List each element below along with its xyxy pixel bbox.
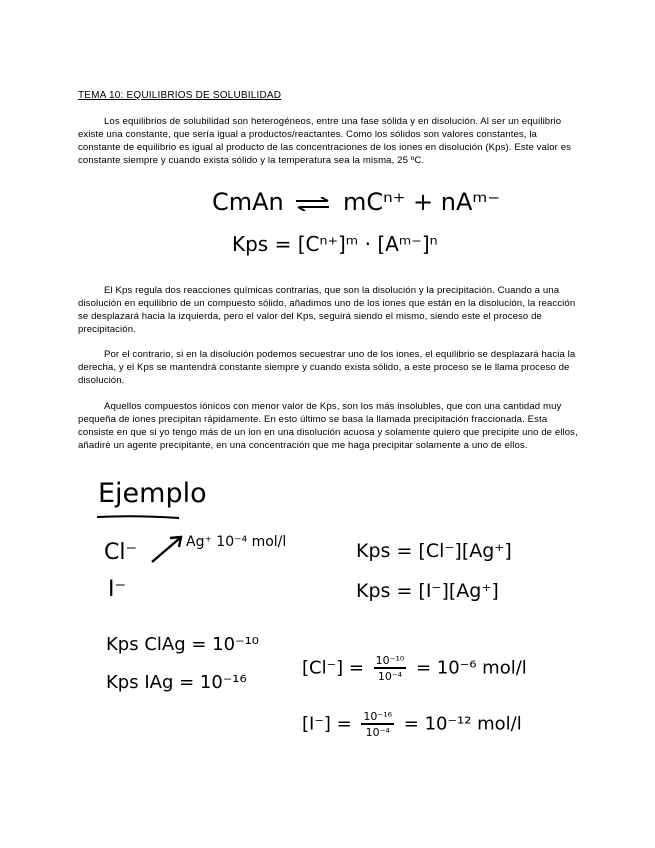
page-title: TEMA 10: EQUILIBRIOS DE SOLUBILIDAD xyxy=(78,90,282,101)
chloride-concentration xyxy=(302,654,527,683)
kps-agi-expression: Kps = [I⁻][Ag⁺] xyxy=(356,580,499,602)
reaction-rhs: mCⁿ⁺ + nAᵐ⁻ xyxy=(343,188,501,216)
kps-formula: Kps = [Cⁿ⁺]ᵐ · [Aᵐ⁻]ⁿ xyxy=(232,232,438,256)
reagent-arrow-icon xyxy=(150,534,184,564)
chloride-fraction xyxy=(374,654,407,683)
chloride-concentration-result: = 10⁻⁶ mol/l xyxy=(416,657,527,679)
reagent-label: Ag⁺ 10⁻⁴ mol/l xyxy=(186,534,287,550)
ion-chloride: Cl⁻ xyxy=(104,540,138,565)
example-heading: Ejemplo xyxy=(98,478,207,509)
paragraph-4: Aquellos compuestos iónicos con menor valor de Kps, son los más insolubles, que con una cantidad muy pequeña de iones precipitan rápidamente. En esto último se basa la llamada precipitación fraccionada. Esta consiste en que si yo tengo más de un ion en una disolución acuosa y solamente quiero que precipite uno de ellos, añadiré un agente precipitante, en una concentración que me haga precipitar solamente a uno de ellos. xyxy=(78,401,578,451)
chloride-concentration-lhs: [Cl⁻] = xyxy=(302,657,364,679)
kps-agi-value: Kps IAg = 10⁻¹⁶ xyxy=(106,672,247,693)
chloride-numerator: 10⁻¹⁰ xyxy=(375,654,405,667)
paragraph-3: Por el contrario, si en la disolución podemos secuestrar uno de los iones, el equilibrio se desplazará hacia la derecha, y el Kps se mantendrá constante siempre y cuando exista sólido, a este proceso se le llama proceso de disolución. xyxy=(78,349,576,386)
iodide-concentration-lhs: [I⁻] = xyxy=(302,713,352,735)
iodide-numerator: 10⁻¹⁶ xyxy=(363,710,393,723)
iodide-denominator: 10⁻⁴ xyxy=(365,726,390,739)
chloride-denominator: 10⁻⁴ xyxy=(377,670,403,683)
reaction-lhs: CmAn xyxy=(212,188,284,216)
ion-iodide: I⁻ xyxy=(108,577,127,602)
heading-underline xyxy=(96,514,180,520)
iodide-concentration xyxy=(302,710,522,739)
equilibrium-arrow-icon xyxy=(295,189,331,217)
kps-agcl-expression: Kps = [Cl⁻][Ag⁺] xyxy=(356,540,512,562)
paragraph-1: Los equilibrios de solubilidad son heterogéneos, entre una fase sólida y en disolución. Al ser un equilibrio existe una constante, que sería igual a productos/reactantes. Como los sólidos son valores constantes, la constante de equilibrio es igual al producto de las concentraciones de los iones en disolución (Kps). Este valor es constante siempre y cuando exista sólido y la temperatura sea la misma, 25 ºC. xyxy=(78,116,572,166)
iodide-fraction xyxy=(361,710,394,739)
iodide-concentration-result: = 10⁻¹² mol/l xyxy=(403,713,522,735)
kps-agcl-value: Kps ClAg = 10⁻¹⁰ xyxy=(106,634,259,655)
paragraph-2: El Kps regula dos reacciones químicas contrarias, que son la disolución y la precipitación. Cuando a una disolución en equilibrio de un compuesto sólido, añadimos uno de los iones que están en la disolución, la reacción se desplazará hacia la izquierda, pero el valor del Kps, seguirá siendo el mismo, siendo este el proceso de precipitación. xyxy=(78,285,576,335)
reaction-equation xyxy=(212,188,500,217)
